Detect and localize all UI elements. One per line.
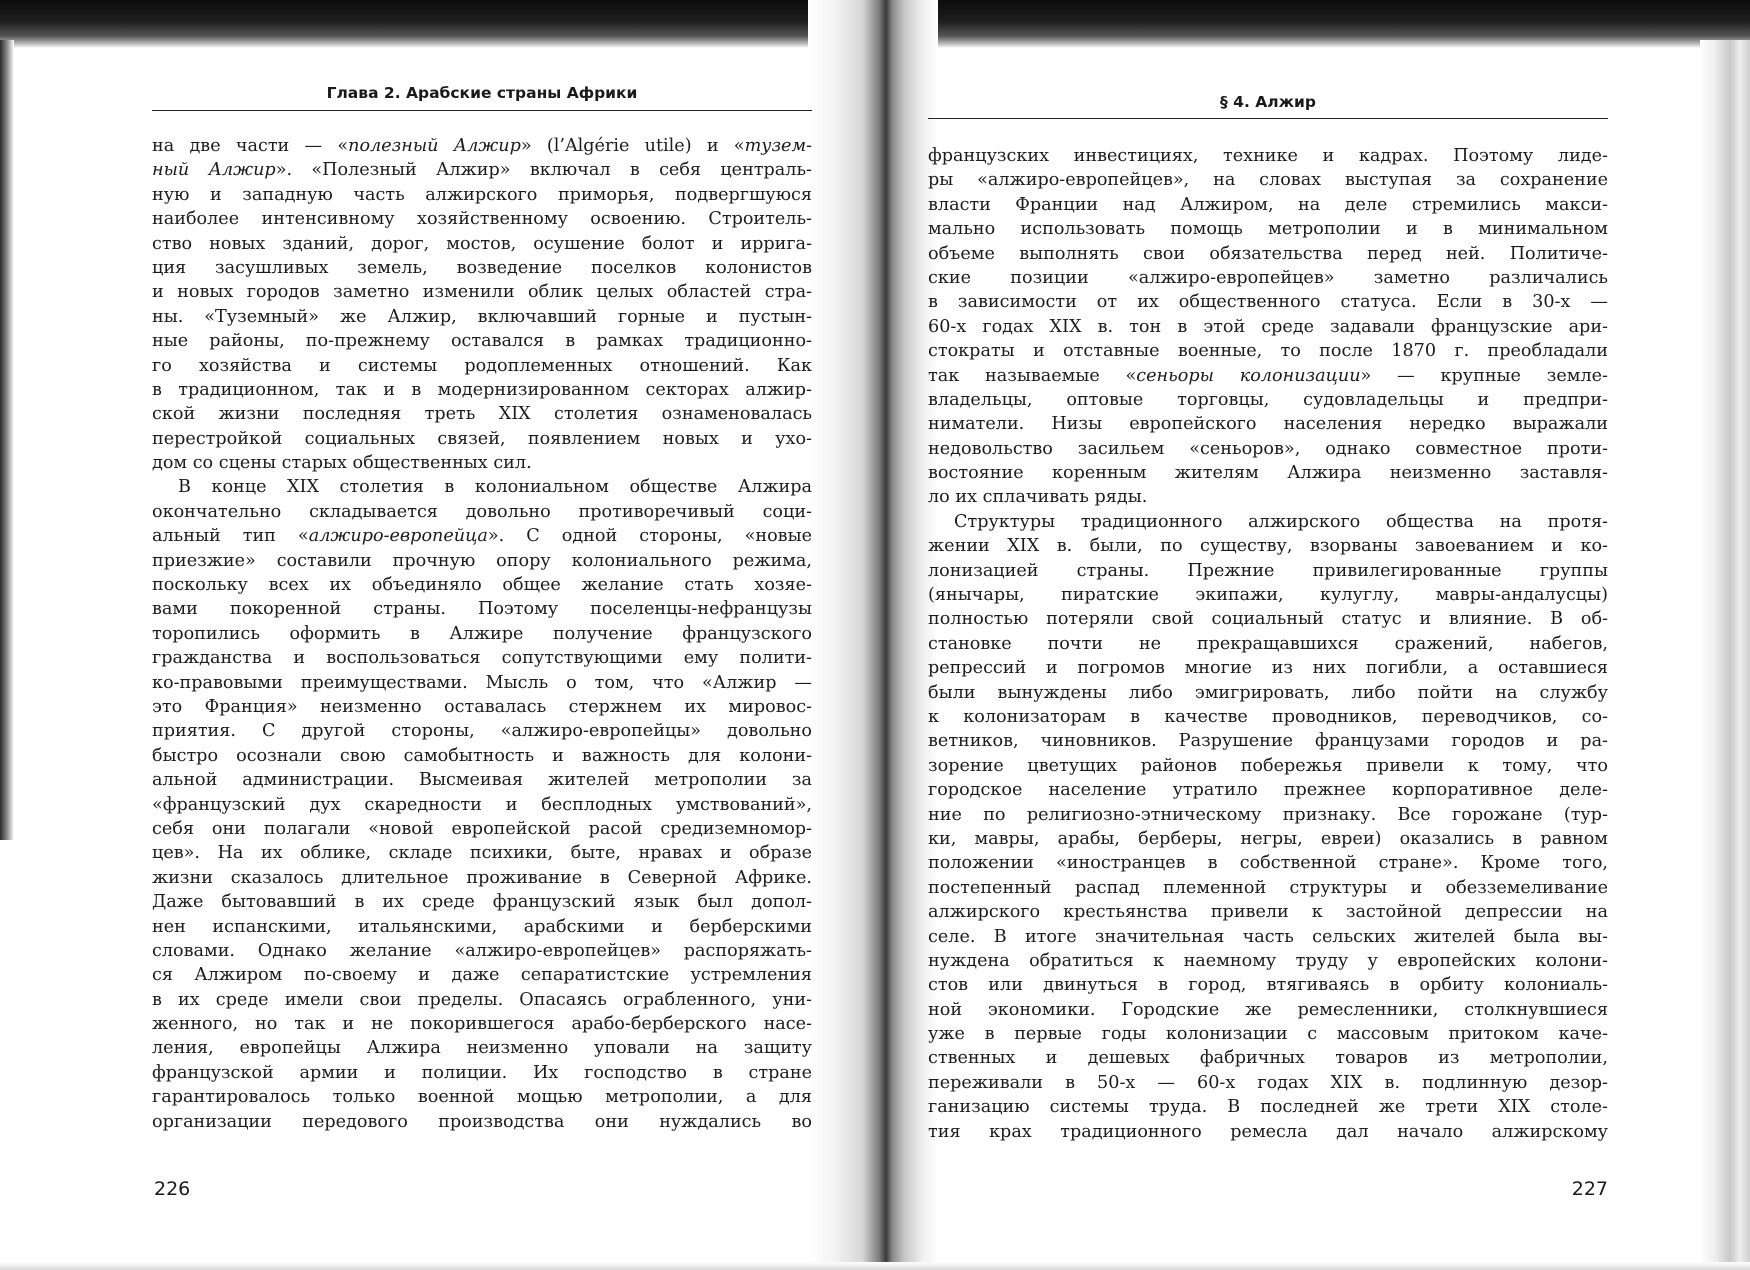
text-line: и новых городов заметно изменили облик целых областей стра- <box>152 282 812 303</box>
text-line: власти Франции над Алжиром, на деле стремились макси- <box>928 194 1608 215</box>
text-line: французских инвестициях, технике и кадрах. Поэтому лиде- <box>928 146 1608 166</box>
text-line: владельцы, оптовые торговцы, судовладельцы и предпри- <box>928 389 1608 410</box>
text-line: гражданства и воспользоваться сопутствующими ему полити- <box>152 648 812 669</box>
running-head: § 4. Алжир <box>1220 93 1316 111</box>
text-line: стов или двинуться в город, втягиваясь в орбиту колониаль- <box>928 975 1608 996</box>
text-line: положении «иностранцев в собственной стране». Кроме того, <box>928 853 1608 874</box>
text-line: ской жизни последняя треть XIX столетия ознаменовалась <box>152 404 812 425</box>
text-line: женного, но так и не покорившегося арабо-берберского насе- <box>152 1014 812 1035</box>
text-line: словами. Однако желание «алжиро-европейцев» распоряжать- <box>152 940 812 961</box>
text-line: жизни сказалось длительное проживание в Северной Африке. <box>152 867 812 888</box>
text-line: ной экономики. Городские же ремесленники, столкнувшиеся <box>928 999 1608 1020</box>
text-line: нен испанскими, итальянскими, арабскими и берберскими <box>152 916 812 937</box>
text-line: быстро осознали свою самобытность и важность для колони- <box>152 745 812 766</box>
text-line: репрессий и погромов многие из них погибли, а оставшиеся <box>928 658 1608 679</box>
text-line: «французский дух скаредности и бесплодных умствований», <box>152 794 812 815</box>
text-line: дом со сцены старых общественных сил. <box>152 453 532 474</box>
text-line: в зависимости от их общественного статуса. Если в 30-х — <box>928 292 1608 313</box>
text-line: ство новых зданий, дорог, мостов, осушение болот и ирригa- <box>152 233 812 254</box>
left-page <box>152 0 812 1270</box>
page-number: 227 <box>1571 1178 1608 1200</box>
text-line: гарантировалось только военной мощью метрополии, а для <box>152 1087 812 1108</box>
text-line: В конце XIX столетия в колониальном обществе Алжира <box>178 477 812 498</box>
text-line: алжирского крестьянства привели к застойной депрессии на <box>928 902 1608 923</box>
text-line: переживали в 50-х — 60-х годах XIX в. подлинную дезор- <box>928 1072 1608 1093</box>
text-line: ления, европейцы Алжира неизменно уповали на защиту <box>152 1038 812 1059</box>
text-line: это Франция» неизменно оставалась стержнем их мировос- <box>152 696 812 717</box>
text-line: ко-правовыми преимуществами. Мысль о том, что «Алжир — <box>152 672 812 693</box>
right-page <box>928 0 1608 1270</box>
text-line: наиболее интенсивному хозяйственному освоению. Строитель- <box>152 209 812 230</box>
text-line: альный тип «алжиро-европейца». С одной стороны, «новые <box>152 526 813 547</box>
text-line: 60-х годах XIX в. тон в этой среде задавали французские ари- <box>928 316 1608 337</box>
text-line: нуждена обратиться к наемному труду у европейских колони- <box>928 950 1608 971</box>
text-line: перестройкой социальных связей, появлением новых и ухо- <box>152 428 812 449</box>
body-text <box>152 134 812 1134</box>
text-line: вами покоренной страны. Поэтому поселенцы-нефранцузы <box>152 599 812 620</box>
text-line: ны. «Туземный» же Алжир, включавший горные и пустын- <box>152 306 812 327</box>
text-line: приезжие» составили прочную опору колониального режима, <box>152 550 812 571</box>
text-line: объеме выполнять свои обязательства перед ней. Политиче- <box>928 243 1608 264</box>
text-line: ция засушливых земель, возведение поселков колонистов <box>152 257 812 278</box>
text-line: ные районы, по-прежнему оставался в рамках традиционно- <box>152 331 812 352</box>
text-line: к колонизаторам в качестве проводников, переводчиков, со- <box>928 706 1608 727</box>
text-line: Даже бытовавший в их среде французский язык был допол- <box>152 892 812 913</box>
text-line: цев». На их облике, складе психики, быте, нравах и образе <box>152 843 812 864</box>
text-line: недовольство засильем «сеньоров», однако совместное проти- <box>928 438 1608 459</box>
text-line: французской армии и полиции. Их господство в стране <box>152 1062 812 1083</box>
text-line: жении XIX в. были, по существу, взорваны завоеванием и ко- <box>928 536 1608 557</box>
text-line: ветников, чиновников. Разрушение французами городов и ра- <box>928 731 1608 752</box>
text-line: полностью потеряли свой социальный статус и влияние. В об- <box>928 609 1608 630</box>
text-line: в их среде имели свои пределы. Опасаясь ограбленного, уни- <box>152 989 812 1010</box>
text-line: на две части — «полезный Алжир» (l’Algérie utile) и «тузем- <box>152 136 812 156</box>
text-line: тия крах традиционного ремесла дал начало алжирскому <box>928 1121 1608 1142</box>
text-line: себя они полагали «новой европейской расой средиземномор- <box>152 818 812 839</box>
text-line: уже в первые годы колонизации с массовым притоком каче- <box>928 1024 1608 1045</box>
text-line: ниматели. Низы европейского населения нередко выражали <box>928 414 1608 435</box>
text-line: зорение цветущих районов побережья привели к тому, что <box>928 755 1608 776</box>
text-line: ние по религиозно-этническому признаку. Все горожане (тур- <box>928 804 1608 825</box>
text-line: ки, мавры, арабы, берберы, негры, евреи) оказались в равном <box>928 828 1608 849</box>
text-line: так называемые «сеньоры колонизации» — крупные земле- <box>928 365 1608 386</box>
book-gutter <box>808 0 938 1270</box>
text-line: мально использовать помощь метрополии и в минимальном <box>928 219 1608 240</box>
page-stack-edge <box>1700 40 1750 1270</box>
running-head: Глава 2. Арабские страны Африки <box>326 84 638 102</box>
text-line: городское население утратило прежнее корпоративное деле- <box>928 780 1608 801</box>
text-line: организации передового производства они нуждались во <box>152 1111 812 1132</box>
text-line: торопились оформить в Алжире получение французского <box>152 623 812 644</box>
text-line: ную и западную часть алжирского приморья, подвергшуюся <box>152 184 812 205</box>
text-line: ганизацию системы труда. В последней же трети XIX столе- <box>928 1097 1608 1118</box>
text-line: Структуры традиционного алжирского общества на протя- <box>954 511 1608 532</box>
header-rule <box>152 110 812 111</box>
text-line: селе. В итоге значительная часть сельских жителей была вы- <box>928 926 1608 947</box>
text-line: (янычары, пиратские экипажи, кулуглу, мавры-андалусцы) <box>928 585 1608 606</box>
text-line: ный Алжир». «Полезный Алжир» включал в себя централь- <box>152 160 812 181</box>
text-line: приятия. С другой стороны, «алжиро-европейцы» довольно <box>152 721 812 742</box>
text-line: в традиционном, так и в модернизированном секторах алжир- <box>152 379 812 400</box>
page-number: 226 <box>154 1178 191 1200</box>
text-line: стократы и отставные военные, то после 1870 г. преобладали <box>928 341 1608 362</box>
text-line: окончательно складывается довольно противоречивый соци- <box>152 501 812 522</box>
text-line: востояние коренным жителям Алжира неизменно заставля- <box>928 463 1608 484</box>
scan-left-edge <box>0 40 14 840</box>
text-line: лонизацией страны. Прежние привилегированные группы <box>928 560 1608 581</box>
text-line: альной администрации. Высмеивая жителей метрополии за <box>152 770 812 791</box>
body-text <box>928 144 1608 1144</box>
text-line: становке почти не прекращавшихся сражений, набегов, <box>928 633 1608 654</box>
header-rule <box>928 118 1608 119</box>
text-line: ло их сплачивать ряды. <box>928 487 1148 508</box>
text-line: постепенный распад племенной структуры и обезземеливание <box>928 877 1608 898</box>
text-line: ся Алжиром по-своему и даже сепаратистские устремления <box>152 965 812 986</box>
text-line: были вынуждены либо эмигрировать, либо пойти на службу <box>928 682 1608 703</box>
text-line: ры «алжиро-европейцев», на словах выступая за сохранение <box>928 170 1608 191</box>
text-line: ские позиции «алжиро-европейцев» заметно различались <box>928 267 1608 288</box>
text-line: го хозяйства и системы родоплеменных отношений. Как <box>152 355 812 376</box>
text-line: ственных и дешевых фабричных товаров из метрополии, <box>928 1048 1608 1069</box>
text-line: поскольку всех их объединяло общее желание стать хозяе- <box>152 575 812 596</box>
